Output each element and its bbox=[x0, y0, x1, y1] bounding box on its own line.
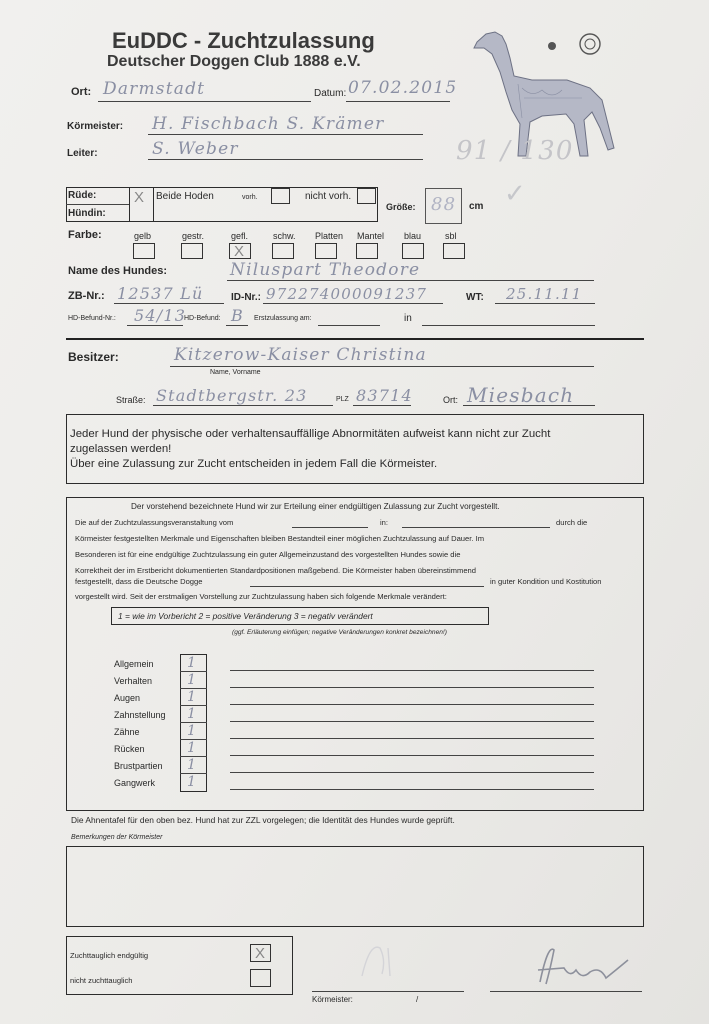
legend-note: (ggf. Erläuterung einfügen; negative Veränderungen konkret bezeichnen!) bbox=[232, 629, 447, 636]
farbe-blau-checkbox[interactable] bbox=[402, 243, 424, 259]
nicht-checkbox[interactable] bbox=[250, 969, 271, 987]
leiter-line bbox=[148, 159, 423, 160]
erst-line bbox=[318, 325, 380, 326]
nicht-label: nicht zuchttauglich bbox=[70, 976, 133, 985]
signature-line-1[interactable] bbox=[312, 991, 464, 992]
merkmal-rating[interactable]: 1 bbox=[187, 757, 198, 773]
merkmal-rating[interactable]: 1 bbox=[187, 723, 198, 739]
merkmal-label: Zähne bbox=[114, 727, 140, 737]
merkmal-rating[interactable]: 1 bbox=[187, 672, 198, 688]
assessment-p5a: festgestellt, dass die Deutsche Dogge bbox=[75, 577, 203, 586]
farbe-platten-checkbox[interactable] bbox=[315, 243, 337, 259]
hd-value[interactable]: B bbox=[231, 306, 244, 325]
merkmal-label: Rücken bbox=[114, 744, 145, 754]
plz-label: PLZ bbox=[336, 396, 349, 403]
margin-note: 91 / 130 bbox=[456, 136, 574, 166]
vom-line[interactable] bbox=[292, 527, 368, 528]
ort-line bbox=[98, 101, 311, 102]
zb-label: ZB-Nr.: bbox=[68, 290, 105, 302]
hund-name-label: Name des Hundes: bbox=[68, 265, 168, 277]
datum-value[interactable]: 07.02.2015 bbox=[348, 78, 458, 98]
koermeister-sign-label: Körmeister: bbox=[312, 995, 353, 1004]
farbe-gestr-label: gestr. bbox=[182, 231, 205, 241]
merkmal-label: Verhalten bbox=[114, 676, 153, 686]
bemerkungen-box[interactable] bbox=[66, 846, 644, 927]
id-value[interactable]: 972274000091237 bbox=[266, 285, 428, 303]
assessment-heading: Der vorstehend bezeichnete Hund wir zur Erteilung einer endgültigen Zulassung zur Zucht vorgestellt. bbox=[131, 502, 500, 511]
strasse-line bbox=[153, 405, 333, 406]
club-emblem-icon bbox=[580, 34, 600, 54]
ort-label: Ort: bbox=[71, 86, 92, 98]
wt-line bbox=[495, 303, 595, 304]
farbe-gelb-label: gelb bbox=[134, 231, 152, 241]
merkmal-rating[interactable]: 1 bbox=[187, 689, 198, 705]
farbe-sbl-checkbox[interactable] bbox=[443, 243, 465, 259]
merkmal-comment-line[interactable] bbox=[230, 721, 594, 722]
groesse-label: Größe: bbox=[386, 202, 416, 212]
sex-col-divider2 bbox=[153, 187, 154, 222]
farbe-blau-label: blau bbox=[404, 231, 422, 241]
besitzer-value[interactable]: Kitzerow-Kaiser Christina bbox=[174, 345, 427, 365]
assessment-p1a: Die auf der Zuchtzulassungsveranstaltung vom bbox=[75, 518, 234, 527]
hd-line bbox=[226, 325, 248, 326]
farbe-gelb-checkbox[interactable] bbox=[133, 243, 155, 259]
farbe-gefl-checkbox[interactable] bbox=[229, 243, 251, 259]
merkmal-comment-line[interactable] bbox=[230, 687, 594, 688]
id-line bbox=[263, 303, 443, 304]
sex-divider bbox=[66, 204, 130, 205]
merkmal-comment-line[interactable] bbox=[230, 670, 594, 671]
hd-in-line bbox=[422, 325, 595, 326]
farbe-schw-label: schw. bbox=[273, 231, 296, 241]
assessment-p5b: in guter Kondition und Kostitution bbox=[490, 577, 602, 586]
id-label: ID-Nr.: bbox=[231, 292, 261, 303]
warning-line2: zugelassen werden! bbox=[70, 443, 172, 455]
owner-ort-label: Ort: bbox=[443, 395, 458, 405]
owner-ort-value[interactable]: Miesbach bbox=[467, 383, 575, 407]
handwritten-checkmark: ✓ bbox=[504, 178, 526, 208]
ruede-checkbox[interactable]: X bbox=[134, 189, 145, 206]
farbe-gestr-checkbox[interactable] bbox=[181, 243, 203, 259]
wt-value[interactable]: 25.11.11 bbox=[506, 285, 583, 303]
koermeister-label: Körmeister: bbox=[67, 121, 124, 132]
merkmal-comment-line[interactable] bbox=[230, 738, 594, 739]
nicht-vorh-label: nicht vorh. bbox=[305, 191, 352, 202]
bee-emblem-icon bbox=[548, 42, 556, 50]
koermeister-line bbox=[148, 134, 423, 135]
assessment-p4: Korrektheit der im Erstbericht dokumentierten Standardpositionen maßgebend. Die Körmeister haben übereinstimmend bbox=[75, 566, 476, 575]
farbe-mantel-checkbox[interactable] bbox=[356, 243, 378, 259]
besitzer-line bbox=[170, 366, 594, 367]
farbe-gefl-label: gefl. bbox=[231, 231, 249, 241]
hoden-label: Beide Hoden bbox=[156, 191, 214, 202]
wt-label: WT: bbox=[466, 292, 484, 303]
vorh-checkbox[interactable] bbox=[271, 188, 290, 204]
merkmal-rating[interactable]: 1 bbox=[187, 706, 198, 722]
groesse-value: 88 bbox=[431, 194, 457, 215]
farbe-schw-checkbox[interactable] bbox=[272, 243, 294, 259]
ruede-label: Rüde: bbox=[68, 190, 97, 201]
farbe-platten-label: Platten bbox=[315, 231, 344, 241]
hd-nr-label: HD-Befund-Nr.: bbox=[68, 315, 116, 322]
ahnentafel-note: Die Ahnentafel für den oben bez. Hund hat zur ZZL vorgelegen; die Identität des Hundes wurde geprüft. bbox=[71, 815, 455, 825]
koermeister-sign-slash: / bbox=[416, 995, 419, 1004]
assessment-p1c: durch die bbox=[556, 518, 588, 527]
zb-line bbox=[114, 303, 224, 304]
koermeister-value[interactable]: H. Fischbach S. Krämer bbox=[152, 114, 385, 134]
in-line[interactable] bbox=[402, 527, 550, 528]
merkmal-label: Zahnstellung bbox=[114, 710, 166, 720]
warning-line3: Über eine Zulassung zur Zucht entscheiden in jedem Fall die Körmeister. bbox=[70, 458, 438, 470]
assessment-p2: Körmeister festgestellten Merkmale und Eigenschaften bleiben Bestandteil einer möglichen Zuchtzulassung auf Dauer. Im bbox=[75, 534, 485, 543]
hd-in-label: in bbox=[404, 313, 412, 324]
datum-label: Datum: bbox=[314, 88, 347, 99]
merkmal-rating[interactable]: 1 bbox=[187, 740, 198, 756]
merkmal-rating[interactable]: 1 bbox=[187, 655, 198, 671]
hd-nr-line bbox=[127, 325, 183, 326]
farbe-label: Farbe: bbox=[68, 229, 102, 241]
erst-label: Erstzulassung am: bbox=[254, 315, 312, 322]
signature-line-2[interactable] bbox=[490, 991, 642, 992]
besitzer-caption: Name, Vorname bbox=[210, 369, 261, 376]
hund-name-line bbox=[227, 280, 594, 281]
signature-scribble bbox=[520, 940, 640, 990]
warning-line1: Jeder Hund der physische oder verhaltensauffällige Abnormitäten aufweist kann nicht zur Zucht bbox=[70, 428, 551, 440]
merkmal-comment-line[interactable] bbox=[230, 704, 594, 705]
merkmal-label: Brustpartien bbox=[114, 761, 163, 771]
strasse-value[interactable]: Stadtbergstr. 23 bbox=[156, 386, 308, 405]
farbe-gefl-mark: X bbox=[234, 243, 245, 260]
assessment-p6: vorgestellt wird. Seit der erstmaligen Vorstellung zur Zuchtzulassung haben sich folgende Merkmale verändert: bbox=[75, 592, 447, 601]
merkmal-rating[interactable]: 1 bbox=[187, 774, 198, 790]
merkmal-label: Gangwerk bbox=[114, 778, 156, 788]
ort-value[interactable]: Darmstadt bbox=[103, 79, 206, 99]
owner-ort-line bbox=[463, 405, 595, 406]
plz-value[interactable]: 83714 bbox=[356, 386, 413, 405]
form-title: EuDDC - Zuchtzulassung bbox=[112, 28, 375, 53]
sex-col-divider bbox=[129, 187, 130, 222]
faint-stamp-mark bbox=[352, 936, 402, 986]
assessment-p1b: in: bbox=[380, 518, 389, 527]
endgueltig-mark: X bbox=[255, 945, 266, 962]
strasse-label: Straße: bbox=[116, 395, 146, 405]
vorh-label: vorh. bbox=[242, 194, 258, 201]
nicht-vorh-checkbox[interactable] bbox=[357, 188, 376, 204]
bemerkungen-label: Bemerkungen der Körmeister bbox=[71, 834, 163, 841]
hd-label: HD-Befund: bbox=[184, 315, 221, 322]
merkmal-label: Allgemein bbox=[114, 659, 154, 669]
plz-line bbox=[353, 405, 411, 406]
merkmal-comment-line[interactable] bbox=[230, 789, 594, 790]
datum-line bbox=[346, 101, 450, 102]
legend-text: 1 = wie im Vorbericht 2 = positive Veränderung 3 = negativ verändert bbox=[118, 611, 373, 621]
assessment-p3: Besonderen ist für eine endgültige Zuchtzulassung ein guter Allgemeinzustand des vorgestellten Hundes sowie die bbox=[75, 550, 461, 559]
farbe-sbl-label: sbl bbox=[445, 231, 457, 241]
hund-name-value[interactable]: Niluspart Theodore bbox=[230, 260, 421, 280]
leiter-value[interactable]: S. Weber bbox=[152, 139, 239, 159]
endgueltig-label: Zuchttauglich endgültig bbox=[70, 951, 149, 960]
besitzer-label: Besitzer: bbox=[68, 350, 119, 364]
endgueltig-checkbox[interactable] bbox=[250, 944, 271, 962]
hd-nr-value[interactable]: 54/13 bbox=[134, 306, 187, 325]
zb-value[interactable]: 12537 Lü bbox=[117, 284, 204, 303]
dogge-line[interactable] bbox=[250, 586, 484, 587]
cm-label: cm bbox=[469, 201, 484, 212]
merkmal-comment-line[interactable] bbox=[230, 755, 594, 756]
farbe-mantel-label: Mantel bbox=[357, 231, 385, 241]
merkmal-label: Augen bbox=[114, 693, 141, 703]
section-divider bbox=[66, 338, 644, 340]
huendin-label: Hündin: bbox=[68, 208, 106, 219]
merkmal-comment-line[interactable] bbox=[230, 772, 594, 773]
form-subtitle: Deutscher Doggen Club 1888 e.V. bbox=[107, 53, 361, 70]
leiter-label: Leiter: bbox=[67, 148, 98, 159]
